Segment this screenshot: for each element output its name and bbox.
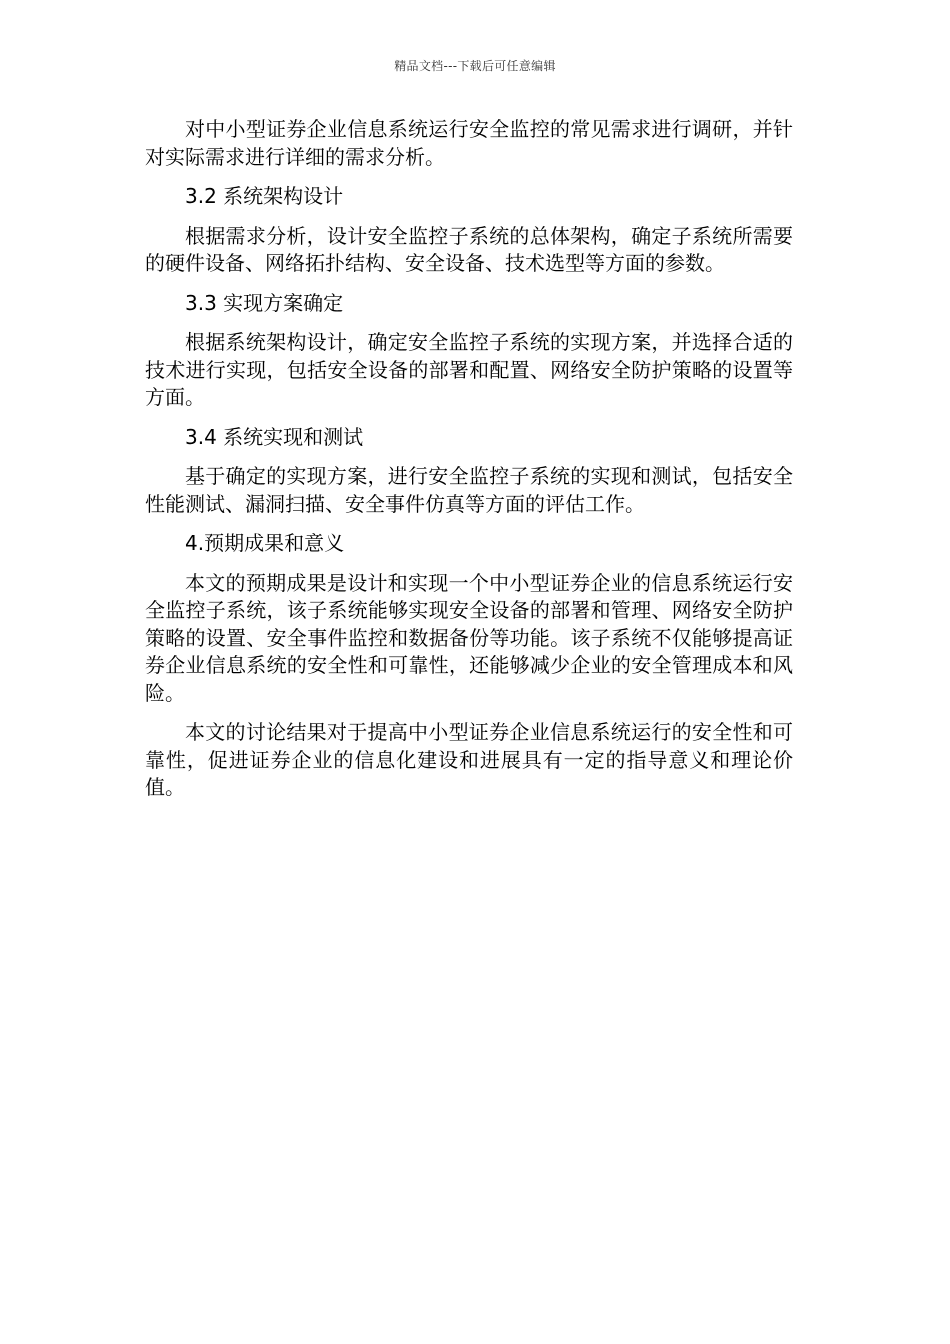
heading-implementation-plan: 3.3 实现方案确定 bbox=[185, 290, 344, 315]
heading-architecture-design: 3.2 系统架构设计 bbox=[185, 184, 344, 208]
paragraph-significance: 本文的讨论结果对于提高中小型证券企业信息系统运行的安全性和可靠性，促进证券企业的信息化建设和进展具有一定的指导意义和理论价值。 bbox=[145, 720, 793, 799]
paragraph-implementation-plan: 根据系统架构设计，确定安全监控子系统的实现方案，并选择合适的技术进行实现，包括安全设备的部署和配置、网络安全防护策略的设置等方面。 bbox=[145, 330, 793, 409]
document-body bbox=[145, 116, 793, 814]
paragraph-expected-results: 本文的预期成果是设计和实现一个中小型证券企业的信息系统运行安全监控子系统，该子系统能够实现安全设备的部署和管理、网络安全防护策略的设置、安全事件监控和数据备份等功能。该子系统不仅能够提高证券企业信息系统的安全性和可靠性，还能够减少企业的安全管理成本和风险。 bbox=[145, 570, 793, 705]
paragraph-implementation-testing: 基于确定的实现方案，进行安全监控子系统的实现和测试，包括安全性能测试、漏洞扫描、安全事件仿真等方面的评估工作。 bbox=[145, 464, 793, 516]
heading-implementation-testing: 3.4 系统实现和测试 bbox=[185, 424, 364, 449]
page-header: 精品文档---下载后可任意编辑 bbox=[394, 59, 556, 73]
paragraph-architecture-design: 根据需求分析，设计安全监控子系统的总体架构，确定子系统所需要的硬件设备、网络拓扑结构、安全设备、技术选型等方面的参数。 bbox=[145, 223, 793, 275]
heading-expected-results: 4.预期成果和意义 bbox=[185, 531, 345, 555]
paragraph-requirements: 对中小型证券企业信息系统运行安全监控的常见需求进行调研，并针对实际需求进行详细的需求分析。 bbox=[145, 117, 793, 169]
